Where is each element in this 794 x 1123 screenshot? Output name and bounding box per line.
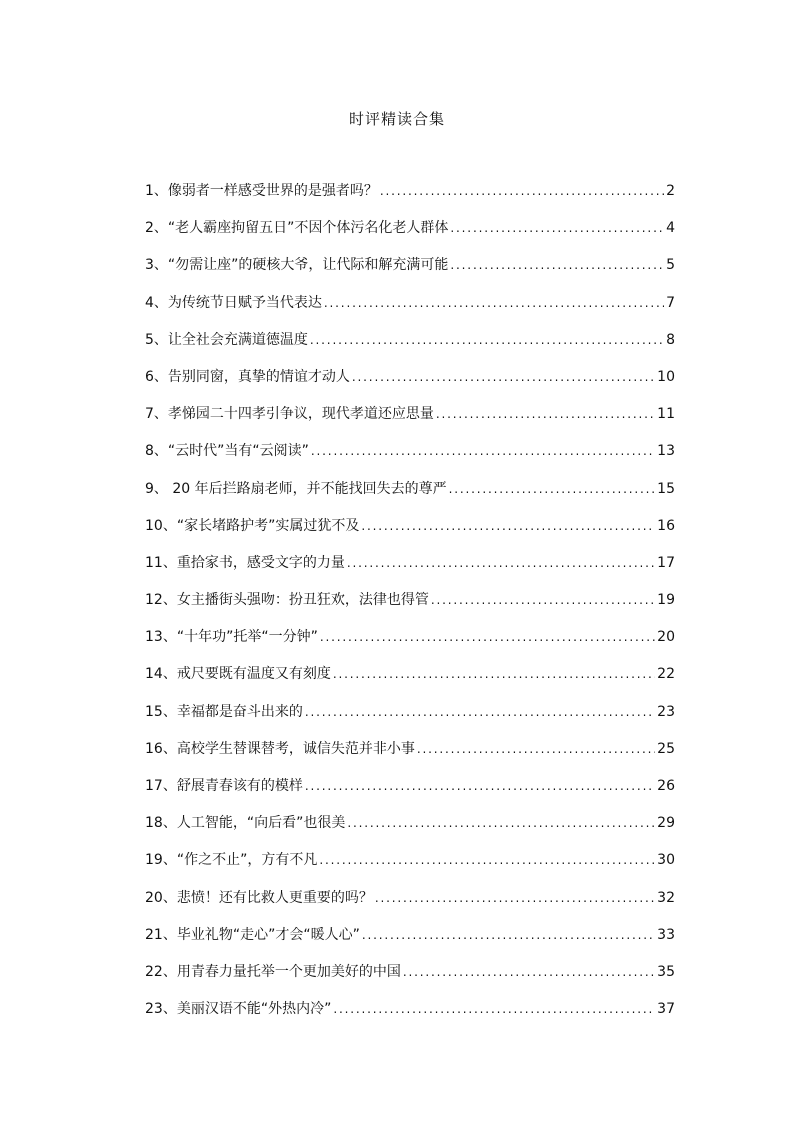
toc-entry — [145, 924, 675, 961]
toc-entry-page-number: 5 — [666, 257, 675, 274]
toc-entry-title: 15、幸福都是奋斗出来的 — [145, 703, 303, 720]
toc-entry-title: 9、 20 年后拦路扇老师，并不能找回失去的尊严 — [145, 480, 447, 497]
toc-entry-title: 8、“云时代”当有“云阅读” — [145, 443, 309, 460]
toc-entry-page-number: 35 — [657, 963, 675, 980]
table-of-contents — [145, 180, 675, 1035]
toc-entry-title: 7、孝悌园二十四孝引争议，现代孝道还应思量 — [145, 406, 434, 423]
toc-dot-leader — [361, 518, 655, 534]
toc-dot-leader — [380, 183, 664, 199]
toc-entry-title: 1、像弱者一样感受世界的是强者吗？ — [145, 183, 378, 199]
toc-dot-leader — [362, 927, 655, 943]
toc-entry-title: 19、“作之不止”，方有不凡 — [145, 852, 318, 869]
toc-entry-title: 12、女主播街头强吻：扮丑狂欢，法律也得管 — [145, 592, 429, 609]
toc-entry — [145, 775, 675, 812]
toc-entry-page-number: 22 — [657, 666, 675, 683]
toc-dot-leader — [305, 778, 655, 794]
toc-dot-leader — [450, 220, 664, 236]
toc-entry-page-number: 15 — [657, 480, 675, 497]
toc-entry-page-number: 8 — [666, 331, 675, 348]
toc-entry-title: 5、让全社会充满道德温度 — [145, 331, 308, 348]
toc-dot-leader — [375, 890, 655, 906]
toc-entry — [145, 887, 675, 924]
toc-entry — [145, 440, 675, 477]
toc-entry-page-number: 7 — [666, 294, 675, 311]
toc-dot-leader — [417, 741, 655, 757]
toc-entry — [145, 738, 675, 775]
toc-entry-title: 20、悲愤！还有比救人更重要的吗？ — [145, 889, 373, 906]
toc-entry-title: 22、用青春力量托举一个更加美好的中国 — [145, 963, 401, 980]
toc-entry — [145, 217, 675, 254]
toc-dot-leader — [352, 369, 655, 385]
toc-entry-page-number: 33 — [657, 926, 675, 943]
toc-entry-page-number: 20 — [657, 629, 675, 646]
toc-dot-leader — [403, 964, 655, 980]
toc-entry — [145, 961, 675, 998]
toc-entry-title: 23、美丽汉语不能“外热内冷” — [145, 1001, 332, 1018]
toc-entry-title: 2、“老人霸座拘留五日”不因个体污名化老人群体 — [145, 220, 449, 237]
toc-entry — [145, 812, 675, 849]
toc-entry-page-number: 11 — [657, 406, 675, 423]
toc-entry — [145, 366, 675, 403]
toc-entry-page-number: 17 — [657, 554, 675, 571]
toc-entry-page-number: 4 — [666, 220, 675, 237]
toc-entry-title: 3、“勿需让座”的硬核大爷，让代际和解充满可能 — [145, 257, 449, 274]
toc-entry — [145, 478, 675, 515]
toc-dot-leader — [431, 592, 655, 608]
toc-dot-leader — [347, 815, 655, 831]
toc-entry-title: 6、告别同窗，真挚的情谊才动人 — [145, 368, 350, 385]
toc-entry-page-number: 37 — [657, 1001, 675, 1018]
toc-dot-leader — [311, 443, 655, 459]
toc-dot-leader — [320, 629, 655, 645]
toc-entry — [145, 626, 675, 663]
toc-dot-leader — [449, 481, 656, 497]
toc-entry — [145, 180, 675, 217]
toc-entry-page-number: 19 — [657, 592, 675, 609]
toc-entry-title: 18、人工智能，“向后看”也很美 — [145, 815, 346, 832]
toc-entry — [145, 663, 675, 700]
toc-dot-leader — [436, 406, 655, 422]
toc-dot-leader — [333, 666, 655, 682]
toc-dot-leader — [450, 257, 664, 273]
toc-entry-title: 10、“家长堵路护考”实属过犹不及 — [145, 517, 360, 534]
toc-entry-title: 13、“十年功”托举“一分钟” — [145, 629, 318, 646]
toc-entry — [145, 552, 675, 589]
toc-entry-title: 17、舒展青春该有的模样 — [145, 778, 303, 794]
toc-entry-page-number: 26 — [657, 778, 675, 794]
toc-entry — [145, 254, 675, 291]
toc-entry — [145, 403, 675, 440]
toc-entry — [145, 589, 675, 626]
document-title: 时评精读合集 — [348, 110, 445, 128]
toc-entry-page-number: 10 — [657, 368, 675, 385]
toc-dot-leader — [310, 332, 664, 348]
toc-dot-leader — [324, 295, 664, 311]
toc-entry — [145, 701, 675, 738]
toc-dot-leader — [333, 1001, 655, 1017]
toc-entry-title: 21、毕业礼物“走心”才会“暖人心” — [145, 926, 360, 943]
toc-entry — [145, 515, 675, 552]
toc-dot-leader — [347, 555, 655, 571]
toc-dot-leader — [319, 852, 655, 868]
toc-entry-page-number: 25 — [657, 740, 675, 757]
toc-entry-title: 4、为传统节日赋予当代表达 — [145, 294, 322, 311]
toc-entry — [145, 998, 675, 1035]
toc-dot-leader — [305, 704, 655, 720]
toc-entry — [145, 849, 675, 886]
toc-entry-page-number: 2 — [666, 183, 675, 199]
toc-entry-title: 11、重拾家书，感受文字的力量 — [145, 554, 345, 571]
toc-entry-page-number: 13 — [657, 443, 675, 460]
toc-entry-page-number: 16 — [657, 517, 675, 534]
toc-entry-page-number: 32 — [657, 889, 675, 906]
toc-entry-page-number: 30 — [657, 852, 675, 869]
toc-entry — [145, 329, 675, 366]
toc-entry — [145, 292, 675, 329]
toc-entry-title: 16、高校学生替课替考，诚信失范并非小事 — [145, 740, 415, 757]
toc-entry-page-number: 23 — [657, 703, 675, 720]
toc-entry-page-number: 29 — [657, 815, 675, 832]
toc-entry-title: 14、戒尺要既有温度又有刻度 — [145, 666, 331, 683]
